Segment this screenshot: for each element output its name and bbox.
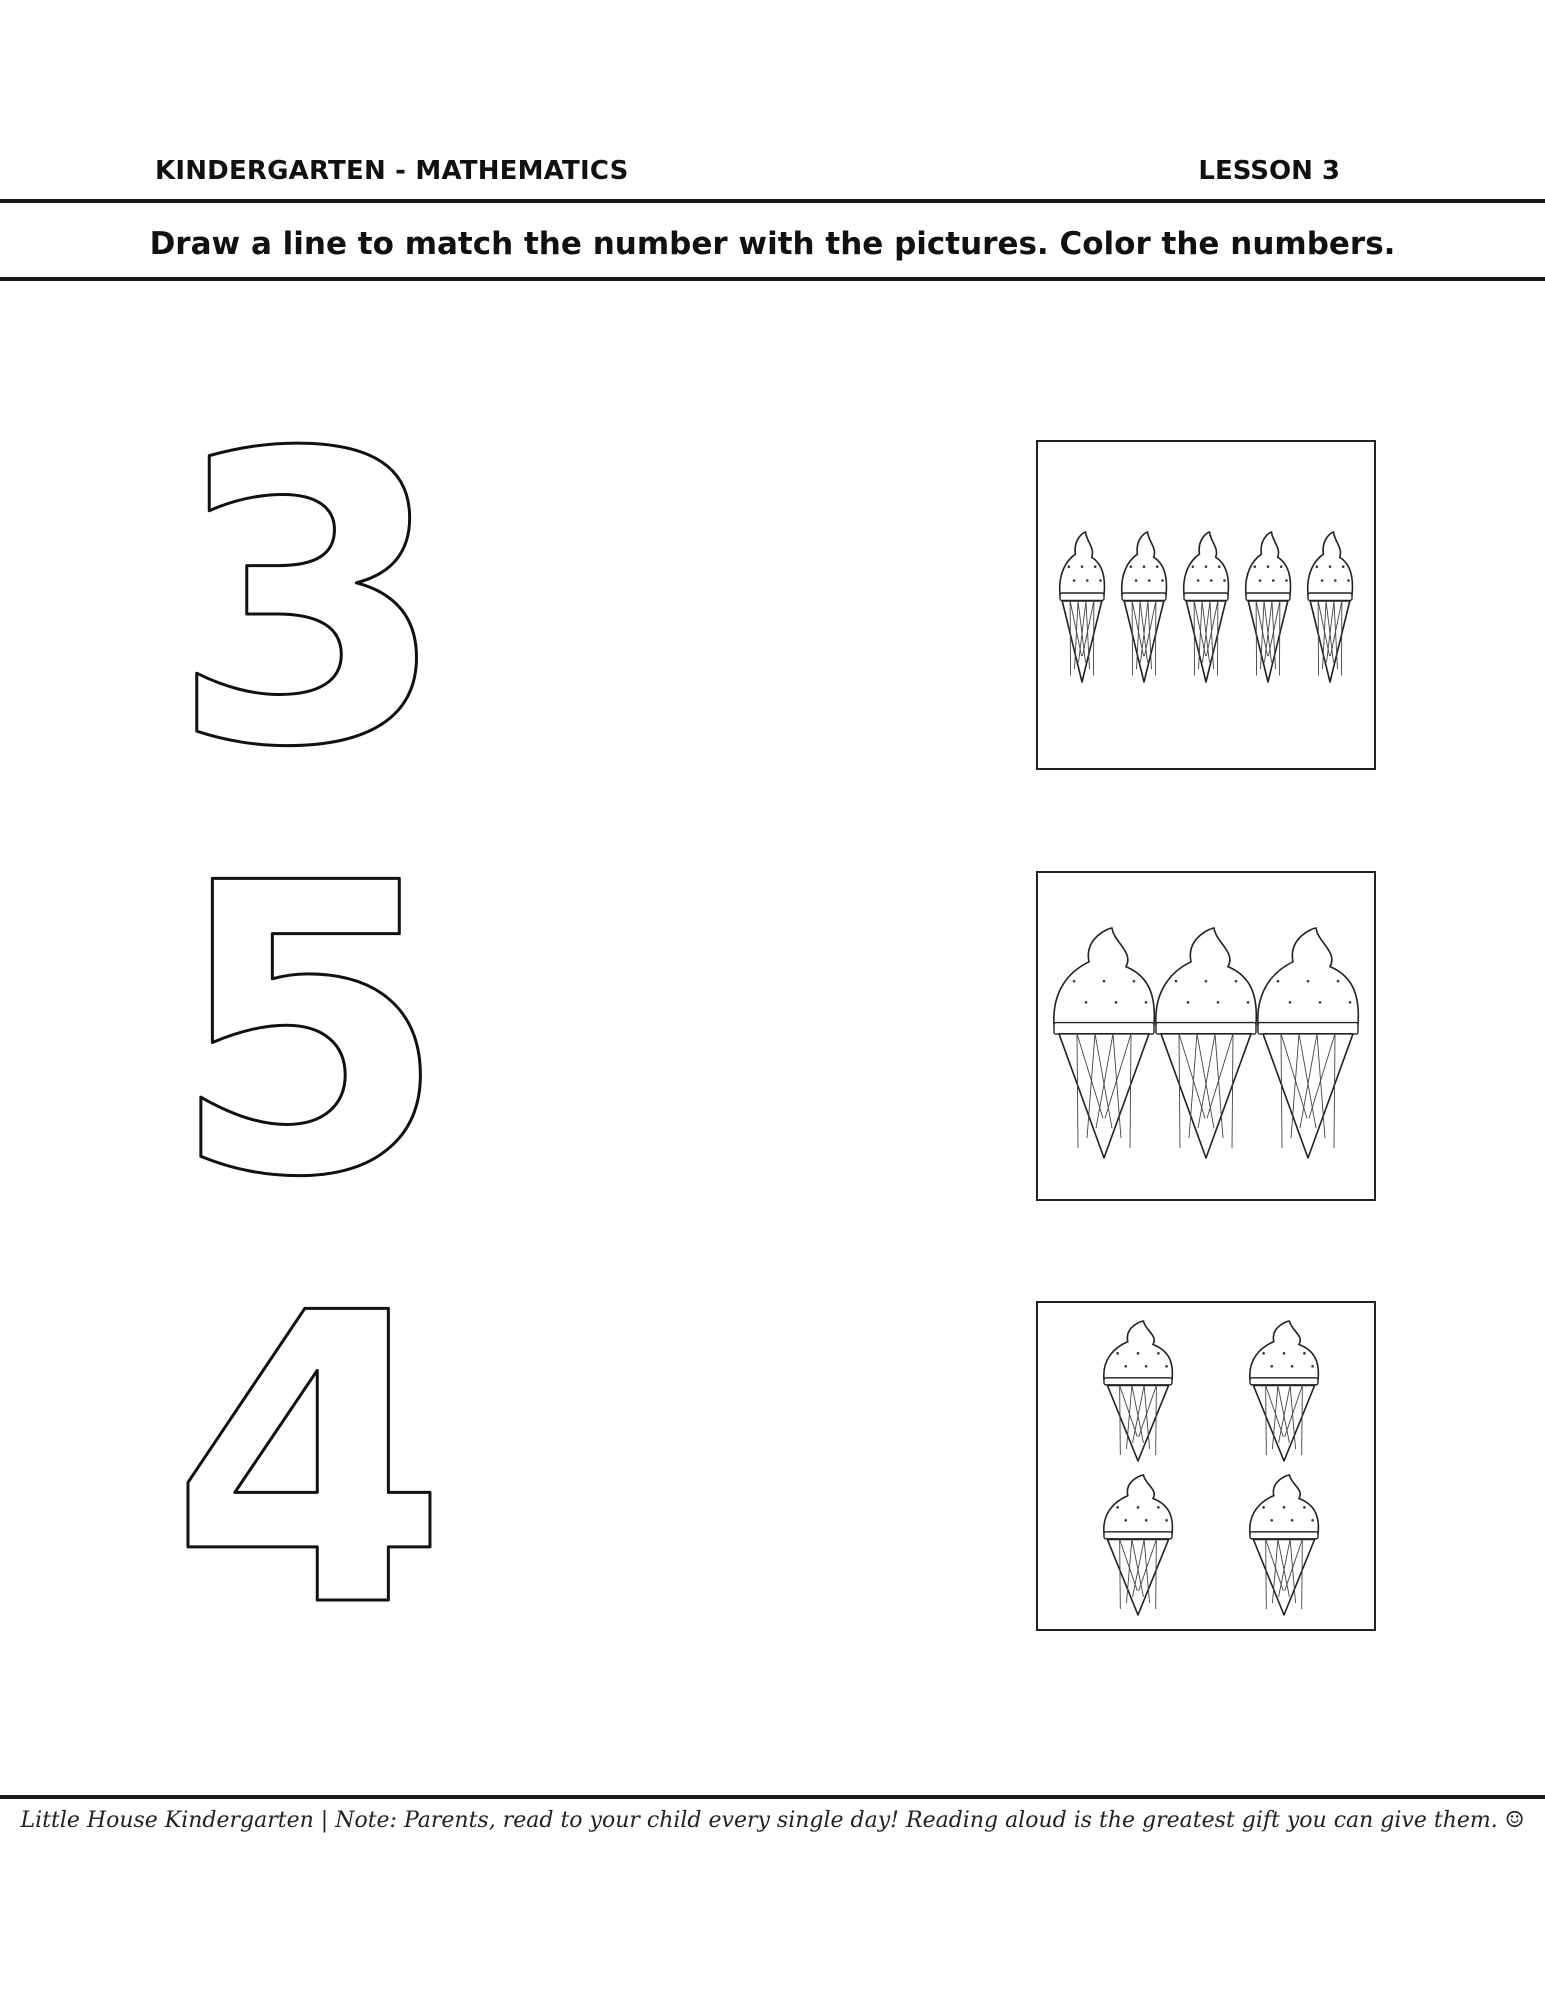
instruction-divider — [0, 277, 1545, 281]
ice-cream-cone-icon — [1308, 532, 1353, 682]
number-four-text: 4 — [170, 1230, 449, 1695]
ice-cream-cone-icon — [1122, 532, 1167, 682]
ice-cream-cone-icon — [1258, 928, 1358, 1158]
number-outline-four[interactable] — [160, 1210, 449, 1695]
ice-cream-cone-icon — [1250, 1475, 1319, 1615]
ice-cream-cone-icon — [1104, 1475, 1173, 1615]
picture-box-five-cones[interactable] — [1036, 440, 1376, 770]
picture-box-four-cones[interactable] — [1036, 1301, 1376, 1631]
instruction-text: Draw a line to match the number with the pictures. Color the numbers. — [149, 226, 1396, 262]
ice-cream-group — [1038, 873, 1374, 1199]
number-three-text: 3 — [170, 370, 449, 835]
ice-cream-group — [1038, 1303, 1374, 1629]
ice-cream-cone-icon — [1250, 1321, 1319, 1461]
lesson-heading: LESSON 3 — [1198, 156, 1340, 186]
number-outline-three[interactable] — [160, 350, 449, 835]
ice-cream-cone-icon — [1054, 928, 1154, 1158]
picture-box-three-cones[interactable] — [1036, 871, 1376, 1201]
number-outline-five[interactable] — [160, 780, 449, 1265]
ice-cream-cone-icon — [1184, 532, 1229, 682]
ice-cream-cone-icon — [1060, 532, 1105, 682]
footer-divider — [0, 1795, 1545, 1799]
ice-cream-cone-icon — [1246, 532, 1291, 682]
ice-cream-cone-icon — [1156, 928, 1256, 1158]
subject-heading: KINDERGARTEN - MATHEMATICS — [155, 156, 629, 186]
header-divider — [0, 199, 1545, 203]
number-five-text: 5 — [170, 800, 449, 1265]
ice-cream-group — [1038, 442, 1374, 768]
ice-cream-cone-icon — [1104, 1321, 1173, 1461]
footer-note: Little House Kindergarten | Note: Parents, read to your child every single day! Reading aloud is the greatest gift you can give them. ☺ — [20, 1808, 1525, 1833]
